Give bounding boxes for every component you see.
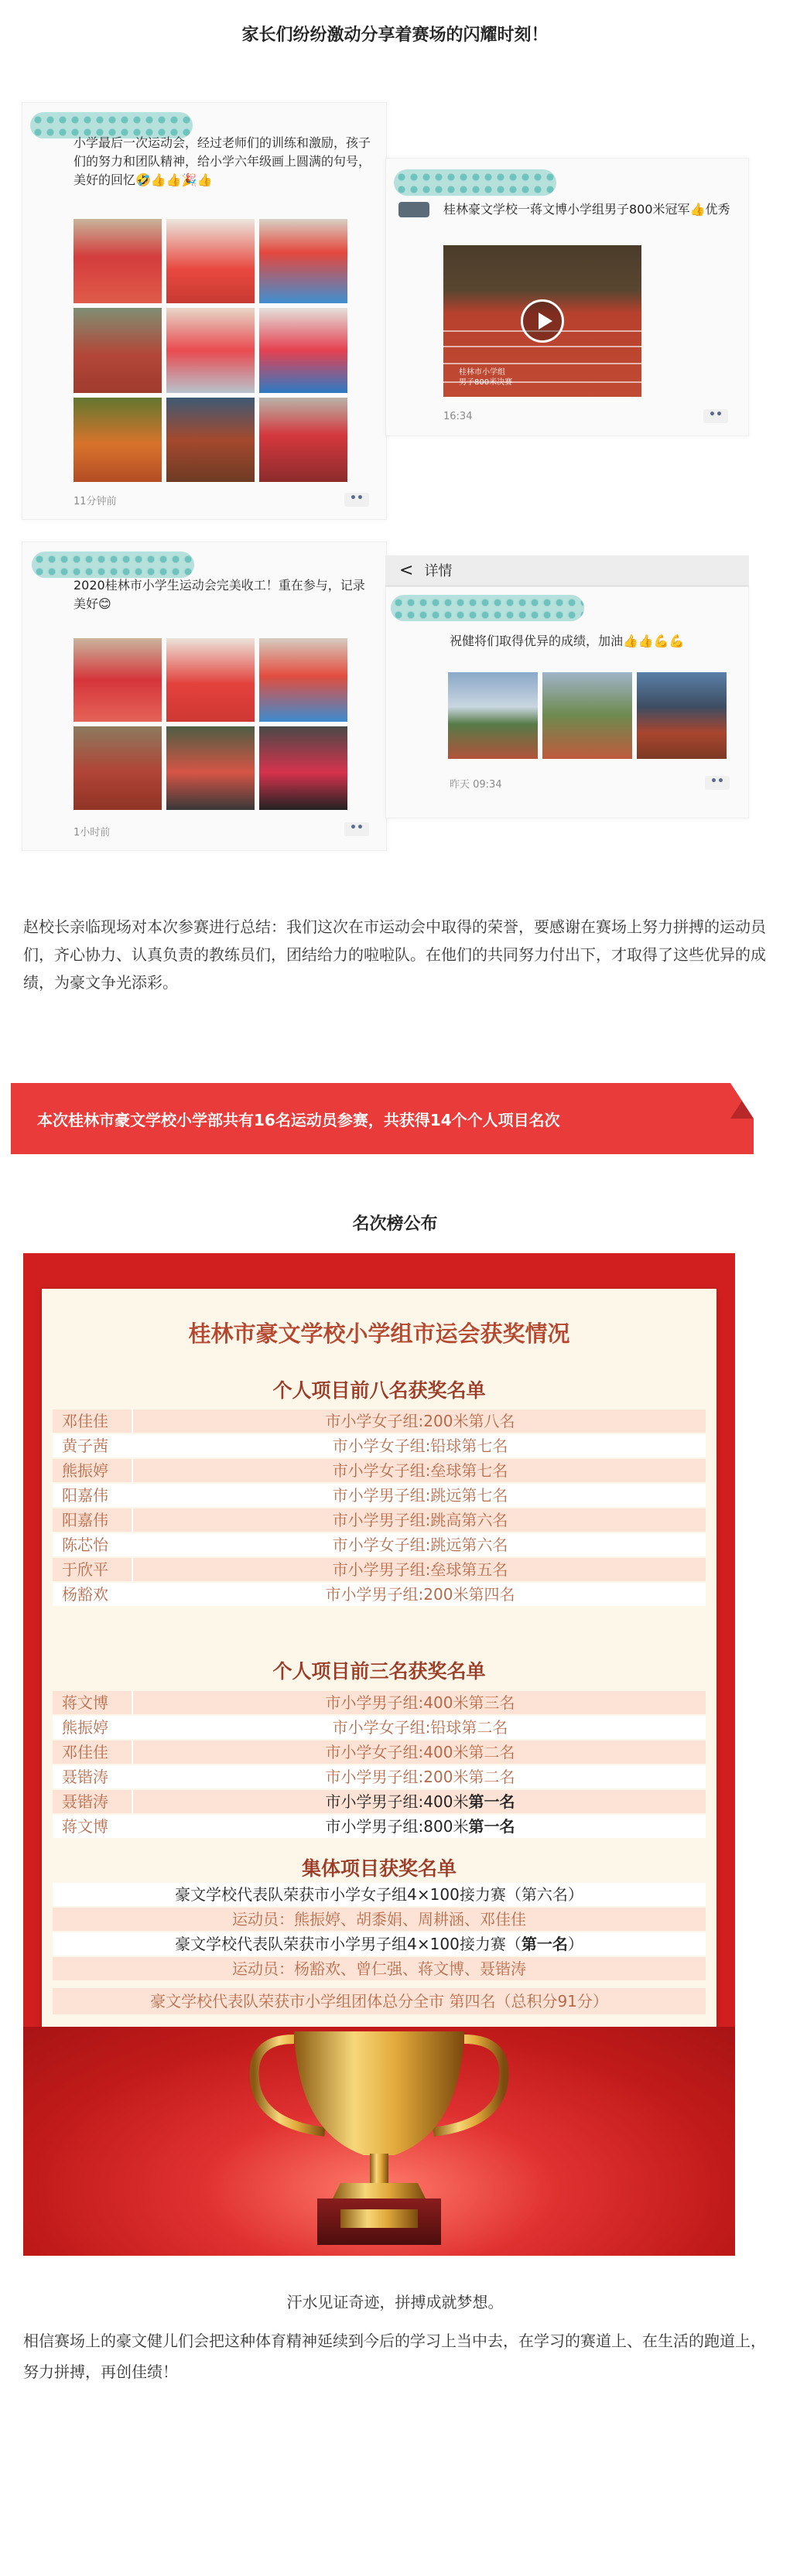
award-row xyxy=(53,1533,706,1556)
award-event: 市小学男子组:400米第一名 xyxy=(325,1792,515,1811)
award-row xyxy=(53,1741,706,1764)
moment-text: 祝健将们取得优异的成绩，加油👍👍💪💪 xyxy=(450,634,685,648)
award-event: 市小学男子组:800米第一名 xyxy=(325,1817,515,1836)
photo[interactable] xyxy=(166,398,255,482)
award-event: 市小学男子组:垒球第五名 xyxy=(332,1560,508,1579)
closing-paragraph: 相信赛场上的豪文健儿们会把这种体育精神延续到今后的学习上当中去，在学习的赛道上、在生活的跑道上，努力拼搏，再创佳绩！ xyxy=(23,2332,766,2381)
photo[interactable] xyxy=(542,672,632,759)
team-members-row: 运动员：熊振婷、胡黍娟、周耕涵、邓佳佳 xyxy=(53,1908,706,1931)
moment-card-2[interactable] xyxy=(385,158,749,436)
moment-text: 2020桂林市小学生运动会完美收工！重在参与，记录美好😊 xyxy=(74,578,365,611)
athlete-name: 陈芯怡 xyxy=(53,1533,133,1556)
photo[interactable] xyxy=(259,308,347,392)
award-row xyxy=(53,1484,706,1507)
team-title: 集体项目获奖名单 xyxy=(301,1857,457,1880)
moment-card-1[interactable] xyxy=(22,102,387,520)
section-title: 名次榜公布 xyxy=(352,1215,438,1234)
trophy-icon xyxy=(23,2024,735,2256)
athlete-name: 蒋文博 xyxy=(53,1815,133,1838)
award-row xyxy=(53,1409,706,1433)
moment-card-3[interactable] xyxy=(22,542,387,851)
award-event: 市小学男子组:跳高第六名 xyxy=(332,1511,508,1529)
athlete-name: 熊振婷 xyxy=(53,1716,133,1739)
photo[interactable] xyxy=(74,308,162,392)
photo[interactable] xyxy=(637,672,727,759)
award-row xyxy=(53,1691,706,1714)
moment-time: 11分钟前 xyxy=(74,496,117,507)
detail-title: 详情 xyxy=(424,563,453,579)
team-award-row: 豪文学校代表队荣获市小学男子组4×100接力赛（第一名） xyxy=(53,1932,706,1956)
award-row xyxy=(53,1765,706,1789)
award-event: 市小学男子组:200米第二名 xyxy=(325,1768,515,1786)
athlete-name: 阳嘉伟 xyxy=(53,1484,133,1507)
blurred-username xyxy=(32,552,194,578)
award-row xyxy=(53,1583,706,1606)
award-row xyxy=(53,1434,706,1457)
back-icon[interactable]: < xyxy=(399,561,414,580)
photo[interactable] xyxy=(74,398,162,482)
play-icon[interactable] xyxy=(521,299,564,343)
photo[interactable] xyxy=(74,638,162,722)
moment-text: 桂林豪文学校一蒋文博小学组男子800米冠军👍优秀 xyxy=(443,202,730,217)
award-event: 市小学男子组:400米第三名 xyxy=(325,1693,515,1712)
award-event: 市小学女子组:200米第八名 xyxy=(325,1412,515,1430)
award-event: 市小学女子组:铅球第二名 xyxy=(332,1718,508,1737)
photo[interactable] xyxy=(259,726,347,810)
photo[interactable] xyxy=(259,638,347,722)
moment-card-4[interactable] xyxy=(385,586,749,818)
principal-summary: 赵校长亲临现场对本次参赛进行总结：我们这次在市运动会中取得的荣誉，要感谢在赛场上努力拼搏的运动员们，齐心协力、认真负责的教练员们，团结给力的啦啦队。在他们的共同努力付出下，才取得了这些优异的成绩，为豪文争光添彩。 xyxy=(23,917,766,992)
photo[interactable] xyxy=(166,219,255,303)
more-actions-button[interactable]: •• xyxy=(344,493,369,507)
photo[interactable] xyxy=(259,398,347,482)
award-row xyxy=(53,1558,706,1581)
award-row xyxy=(53,1790,706,1813)
athlete-name: 阳嘉伟 xyxy=(53,1508,133,1532)
athlete-name: 聂锴涛 xyxy=(53,1765,133,1789)
top3-title: 个人项目前三名获奖名单 xyxy=(272,1660,486,1683)
more-actions-button[interactable]: •• xyxy=(705,776,730,790)
photo-grid xyxy=(74,638,347,810)
more-actions-button[interactable]: •• xyxy=(703,409,728,423)
team-award-row: 豪文学校代表队荣获市小学女子组4×100接力赛（第六名） xyxy=(53,1883,706,1906)
participation-banner xyxy=(11,1083,754,1154)
photo-grid xyxy=(448,672,727,759)
awards-poster xyxy=(23,1253,735,2256)
poster-title: 桂林市豪文学校小学组市运会获奖情况 xyxy=(188,1320,570,1347)
blurred-username xyxy=(391,595,584,621)
athlete-name: 蒋文博 xyxy=(53,1691,133,1714)
photo[interactable] xyxy=(166,638,255,722)
award-event: 市小学女子组:跳远第六名 xyxy=(332,1536,508,1554)
award-event: 市小学男子组:200米第四名 xyxy=(325,1585,515,1604)
closing-slogan: 汗水见证奇迹，拼搏成就梦想。 xyxy=(286,2293,504,2311)
award-event: 市小学女子组:铅球第七名 xyxy=(332,1437,508,1455)
video-caption: 桂林市小学组 男子800米决赛 xyxy=(459,368,513,387)
award-event: 市小学女子组:垒球第七名 xyxy=(332,1461,508,1480)
photo[interactable] xyxy=(448,672,538,759)
moment-text: 小学最后一次运动会，经过老师们的训练和激励，孩子们的努力和团队精神，给小学六年级画上圆满的句号，美好的回忆🤣👍👍🎉👍 xyxy=(74,135,371,187)
award-row xyxy=(53,1508,706,1532)
photo[interactable] xyxy=(166,308,255,392)
team-overall-row: 豪文学校代表队荣获市小学组团体总分全市 第四名（总积分91分） xyxy=(53,1988,706,2014)
athlete-name: 熊振婷 xyxy=(53,1459,133,1482)
award-row xyxy=(53,1815,706,1838)
detail-header xyxy=(385,555,749,586)
award-row xyxy=(53,1716,706,1739)
athlete-name: 杨豁欢 xyxy=(53,1583,133,1606)
athlete-name: 黄子茜 xyxy=(53,1434,133,1457)
awards-sheet xyxy=(42,1289,716,2031)
top8-title: 个人项目前八名获奖名单 xyxy=(272,1379,486,1402)
blurred-username xyxy=(394,169,556,196)
photo[interactable] xyxy=(166,726,255,810)
moment-time: 16:34 xyxy=(443,411,473,422)
headline: 家长们纷纷激动分享着赛场的闪耀时刻！ xyxy=(241,26,549,45)
moment-time: 1小时前 xyxy=(74,827,111,839)
athlete-name: 邓佳佳 xyxy=(53,1409,133,1433)
award-event: 市小学男子组:跳远第七名 xyxy=(332,1486,508,1505)
photo-grid xyxy=(74,219,347,482)
award-event: 市小学女子组:400米第二名 xyxy=(325,1743,515,1761)
athlete-name: 于欣平 xyxy=(53,1558,133,1581)
photo[interactable] xyxy=(259,219,347,303)
avatar[interactable] xyxy=(398,202,429,217)
banner-text: 本次桂林市豪文学校小学部共有16名运动员参赛，共获得14个个人项目名次 xyxy=(37,1111,560,1129)
photo[interactable] xyxy=(74,726,162,810)
moment-time: 昨天 09:34 xyxy=(450,779,502,791)
photo[interactable] xyxy=(74,219,162,303)
athlete-name: 邓佳佳 xyxy=(53,1741,133,1764)
athlete-name: 聂锴涛 xyxy=(53,1790,133,1813)
video-thumbnail[interactable] xyxy=(443,245,641,397)
team-members-row: 运动员：杨豁欢、曾仁强、蒋文博、聂锴涛 xyxy=(53,1957,706,1980)
more-actions-button[interactable]: •• xyxy=(344,822,369,836)
award-row xyxy=(53,1459,706,1482)
